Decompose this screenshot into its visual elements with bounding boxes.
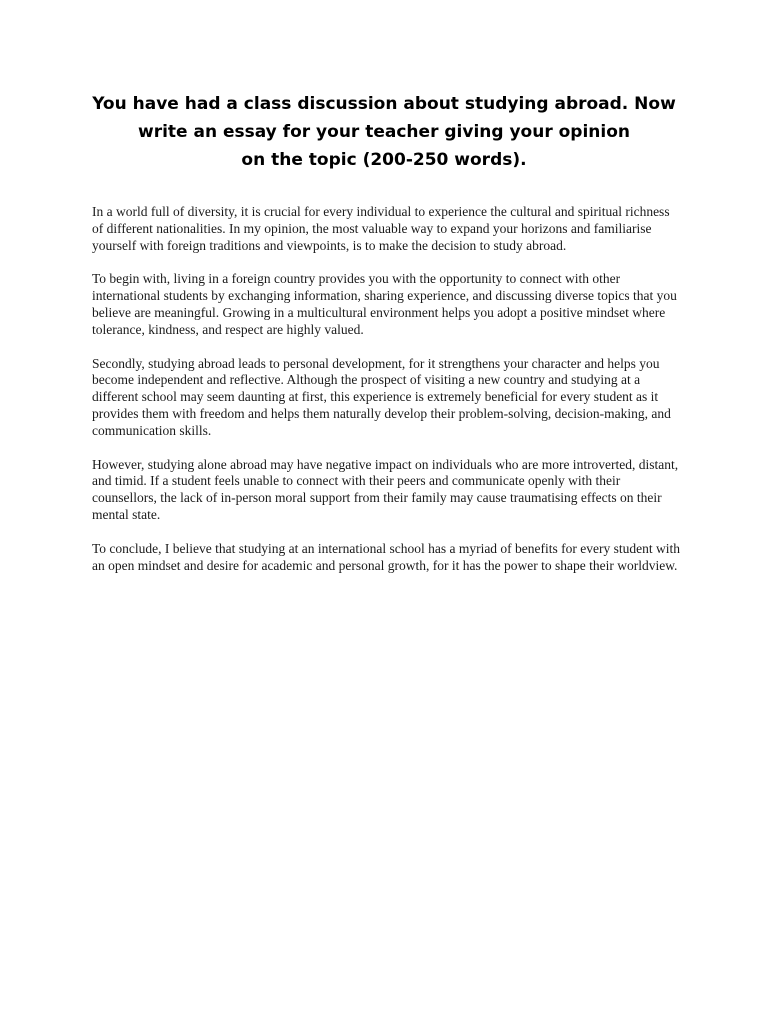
- essay-paragraph-intro: In a world full of diversity, it is crucial for every individual to experience the cultural and spiritual richness of different nationalities. In my opinion, the most valuable way to expand your horizons and familiarise yourself with foreign traditions and viewpoints, is to make the decision to study abroad.: [92, 204, 670, 253]
- title-line: write an essay for your teacher giving your opinion: [137, 122, 631, 142]
- title-line: on the topic (200-250 words).: [241, 150, 527, 170]
- essay-paragraph-first-point: To begin with, living in a foreign country provides you with the opportunity to connect with other international students by exchanging information, sharing experience, and discussing diverse topics that you believe are meaningful. Growing in a multicultural environment helps you adopt a positive mindset where tolerance, kindness, and respect are highly valued.: [92, 271, 677, 337]
- essay-prompt-title: [60, 90, 708, 174]
- essay-paragraph-counterpoint: However, studying alone abroad may have negative impact on individuals who are more introverted, distant, and timid. If a student feels unable to connect with their peers and communicate openly with their counsellors, the lack of in-person moral support from their family may cause traumatising effects on their mental state.: [92, 456, 679, 522]
- essay-body: [92, 204, 682, 591]
- essay-paragraph-conclusion: To conclude, I believe that studying at an international school has a myriad of benefits for every student with an open mindset and desire for academic and personal growth, for it has the power to shape their worldview.: [92, 540, 681, 573]
- essay-paragraph-second-point: Secondly, studying abroad leads to personal development, for it strengthens your character and helps you become independent and reflective. Although the prospect of visiting a new country and studying at a different school may seem daunting at first, this experience is extremely beneficial for every student as it provides them with freedom and helps them naturally develop their problem-solving, decision-making, and communication skills.: [92, 355, 671, 438]
- title-line: You have had a class discussion about studying abroad. Now: [92, 94, 676, 114]
